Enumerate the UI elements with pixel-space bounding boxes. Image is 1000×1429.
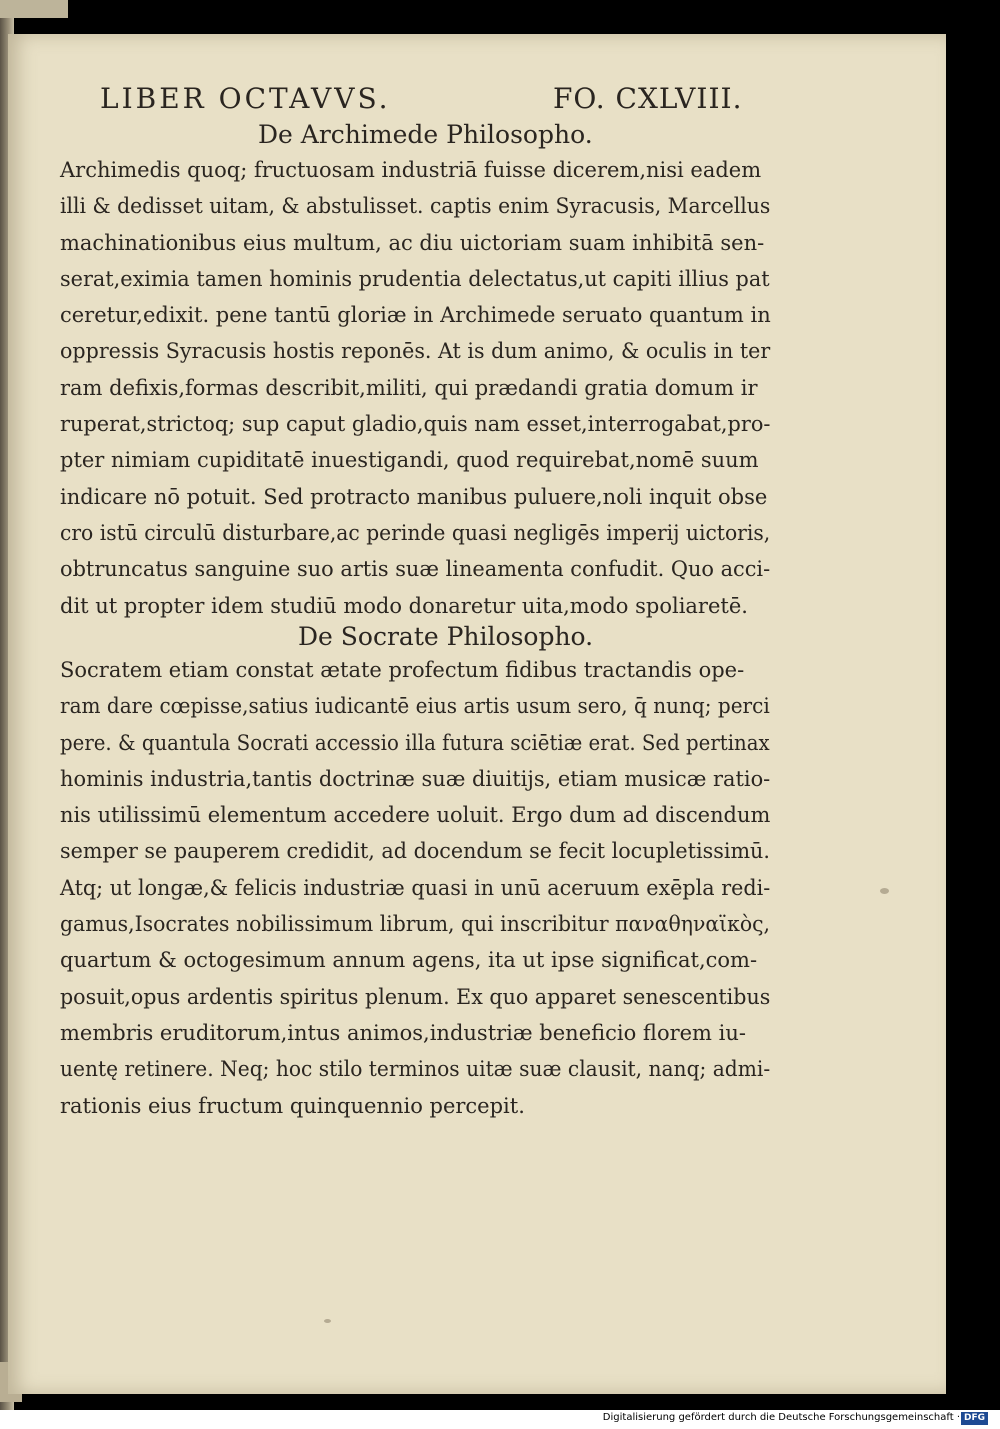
text-line: cro istū circulū disturbare,ac perinde quasi negligēs imperij uictoris,: [60, 520, 771, 545]
text-line: dit ut propter idem studiū modo donaretur uita,modo spoliaretē.: [60, 593, 748, 618]
text-line: semper se pauperem credidit, ad docendum se fecit locupletissimū.: [60, 839, 770, 864]
paper-tab-top: [0, 0, 68, 18]
paragraph-archimedes: [60, 152, 770, 624]
text-line: indicare nō potuit. Sed protracto manibus puluere,noli inquit obse: [60, 484, 768, 509]
text-line: rationis eius fructum quinquennio percepit.: [60, 1093, 525, 1118]
section-heading-socrates: De Socrate Philosopho.: [298, 622, 594, 651]
text-line: illi & dedisset uitam, & abstulisset. captis enim Syracusis, Marcellus: [60, 194, 771, 219]
text-line: ram defixis,formas describit,militi, qui prædandi gratia domum ir: [60, 375, 758, 400]
book-page: [8, 34, 946, 1394]
text-line: pere. & quantula Socrati accessio illa futura sciētiæ erat. Sed pertinax: [60, 730, 770, 755]
text-line: machinationibus eius multum, ac diu uictoriam suam inhibitā sen-: [60, 230, 765, 255]
section-heading-archimedes: De Archimede Philosopho.: [258, 120, 593, 149]
text-line: posuit,opus ardentis spiritus plenum. Ex quo apparet senescentibus: [60, 984, 771, 1009]
text-line: ceretur,edixit. pene tantū gloriæ in Archimede seruato quantum in: [60, 303, 771, 328]
text-line: hominis industria,tantis doctrinæ suæ diuitijs, etiam musicæ ratio-: [60, 766, 771, 791]
text-line: gamus,Isocrates nobilissimum librum, qui inscribitur παναθηναϊκὸς,: [60, 912, 771, 937]
text-line: Archimedis quoq; fructuosam industriā fuisse dicerem,nisi eadem: [60, 158, 762, 182]
text-line: oppressis Syracusis hostis reponēs. At is dum animo, & oculis in ter: [60, 339, 771, 364]
paragraph-socrates: [60, 652, 770, 1124]
text-line: Socratem etiam constat ætate profectum fidibus tractandis ope-: [60, 658, 745, 682]
text-line: obtruncatus sanguine suo artis suæ lineamenta confudit. Quo acci-: [60, 557, 771, 582]
text-line: ram dare cœpisse,satius iudicantē eius artis usum sero, q̄ nunq; perci: [60, 694, 770, 719]
digitization-credit: Digitalisierung gefördert durch die Deutsche Forschungsgemeinschaft ·: [602, 1412, 960, 1423]
running-head: LIBER OCTAVVS.: [100, 82, 391, 115]
ink-spot: [324, 1319, 331, 1323]
text-line: pter nimiam cupiditatē inuestigandi, quod requirebat,nomē suum: [60, 448, 759, 473]
text-line: ruperat,strictoq; sup caput gladio,quis nam esset,interrogabat,pro-: [60, 412, 771, 437]
text-line: membris eruditorum,intus animos,industriæ beneficio florem iu-: [60, 1020, 746, 1045]
text-line: Atq; ut longæ,& felicis industriæ quasi in unū aceruum exēpla redi-: [60, 875, 771, 900]
text-line: uentę retinere. Neq; hoc stilo terminos uitæ suæ clausit, nanq; admi-: [60, 1057, 771, 1082]
dfg-logo: DFG: [961, 1412, 988, 1425]
text-line: quartum & octogesimum annum agens, ita ut ipse significat,com-: [60, 948, 758, 973]
folio-number: FO. CXLVIII.: [553, 82, 743, 115]
text-line: serat,eximia tamen hominis prudentia delectatus,ut capiti illius pat: [60, 266, 770, 291]
ink-spot: [880, 888, 889, 894]
text-line: nis utilissimū elementum accedere uoluit. Ergo dum ad discendum: [60, 803, 771, 828]
